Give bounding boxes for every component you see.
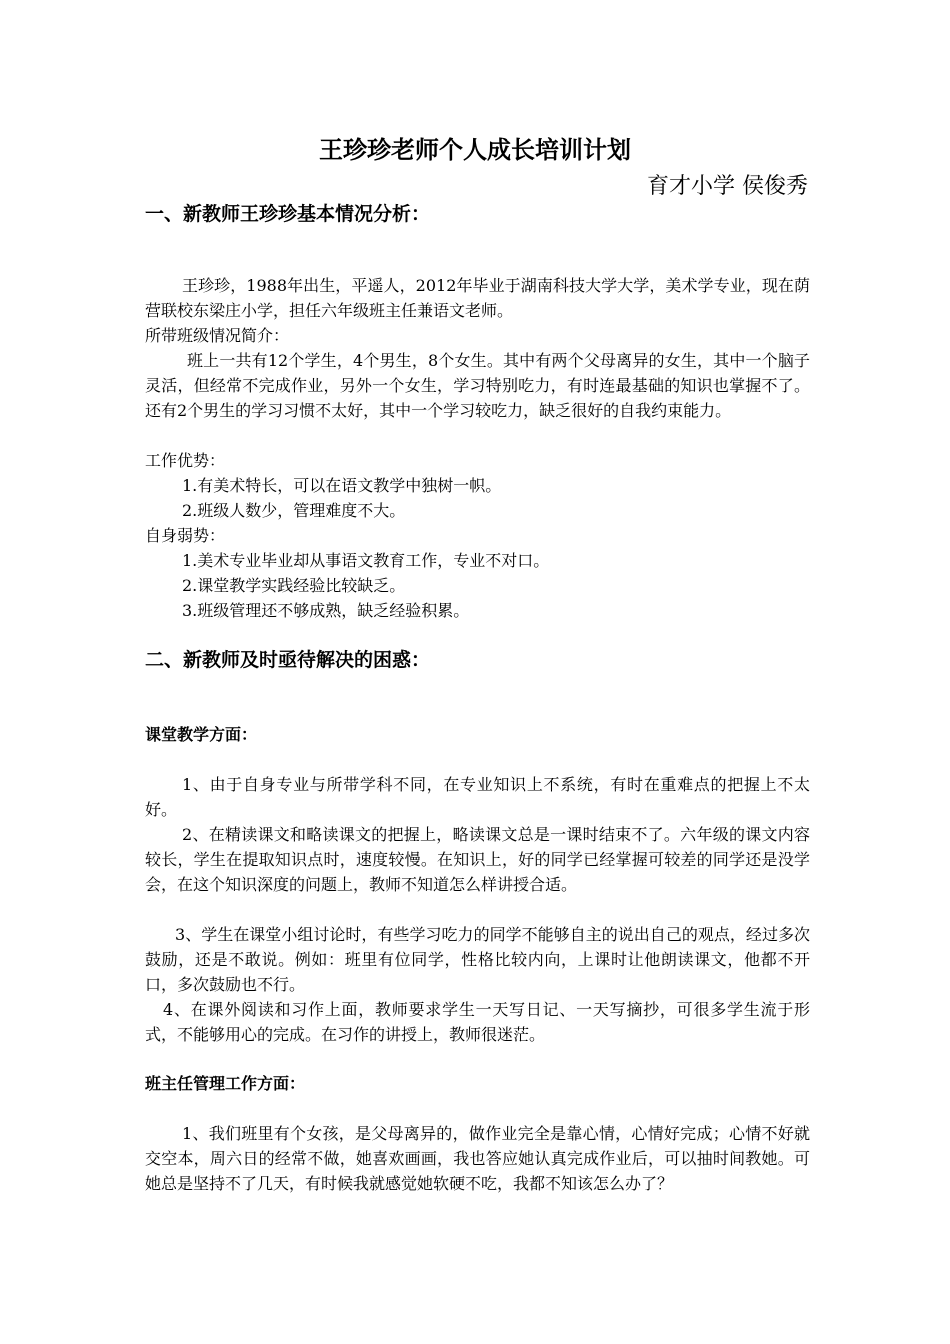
section-1-heading: 一、新教师王珍珍基本情况分析： — [145, 203, 431, 225]
document-author: 育才小学 侯俊秀 — [647, 174, 808, 199]
teaching-label: 课堂教学方面： — [145, 725, 258, 744]
intro-paragraph: 王珍珍，1988年出生，平遥人，2012年毕业于湖南科技大学大学，美术学专业，现在荫营联校东梁庄小学，担任六年级班主任兼语文老师。 — [145, 276, 810, 320]
strength-item: 2.班级人数少，管理难度不大。 — [182, 501, 406, 520]
document-title: 王珍珍老师个人成长培训计划 — [319, 136, 631, 164]
management-label: 班主任管理工作方面： — [145, 1074, 306, 1093]
class-paragraph: 班上一共有12个学生，4个男生，8个女生。其中有两个父母离异的女生，其中一个脑子灵活，但经常不完成作业，另外一个女生，学习特别吃力，有时连最基础的知识也掌握不了。还有2个男生的学习习惯不太好，其中一个学习较吃力，缺乏很好的自我约束能力。 — [145, 351, 810, 420]
teaching-item: 4、在课外阅读和习作上面，教师要求学生一天写日记、一天写摘抄，可很多学生流于形式，不能够用心的完成。在习作的讲授上，教师很迷茫。 — [145, 1000, 810, 1044]
weakness-item: 3.班级管理还不够成熟，缺乏经验积累。 — [182, 601, 470, 620]
management-item: 1、我们班里有个女孩，是父母离异的，做作业完全是靠心情，心情好完成；心情不好就交空本，周六日的经常不做，她喜欢画画，我也答应她认真完成作业后，可以抽时间教她。可她总是坚持不了几天，有时候我就感觉她软硬不吃，我都不知该怎么办了？ — [145, 1124, 810, 1193]
weakness-item: 2.课堂教学实践经验比较缺乏。 — [182, 576, 406, 595]
strength-item: 1.有美术特长，可以在语文教学中独树一帜。 — [182, 476, 502, 495]
class-label: 所带班级情况简介： — [145, 326, 290, 345]
teaching-item: 2、在精读课文和略读课文的把握上，略读课文总是一课时结束不了。六年级的课文内容较长，学生在提取知识点时，速度较慢。在知识上，好的同学已经掌握可较差的同学还是没学会，在这个知识深度的问题上，教师不知道怎么样讲授合适。 — [145, 825, 810, 894]
teaching-item: 3、学生在课堂小组讨论时，有些学习吃力的同学不能够自主的说出自己的观点，经过多次鼓励，还是不敢说。例如：班里有位同学，性格比较内向，上课时让他朗读课文，他都不开口，多次鼓励也不行。 — [145, 925, 810, 994]
weakness-item: 1.美术专业毕业却从事语文教育工作，专业不对口。 — [182, 551, 550, 570]
section-2-heading: 二、新教师及时亟待解决的困惑： — [145, 649, 431, 671]
weaknesses-label: 自身弱势： — [145, 526, 226, 545]
strengths-label: 工作优势： — [145, 451, 226, 470]
teaching-item: 1、由于自身专业与所带学科不同，在专业知识上不系统，有时在重难点的把握上不太好。 — [145, 775, 810, 819]
